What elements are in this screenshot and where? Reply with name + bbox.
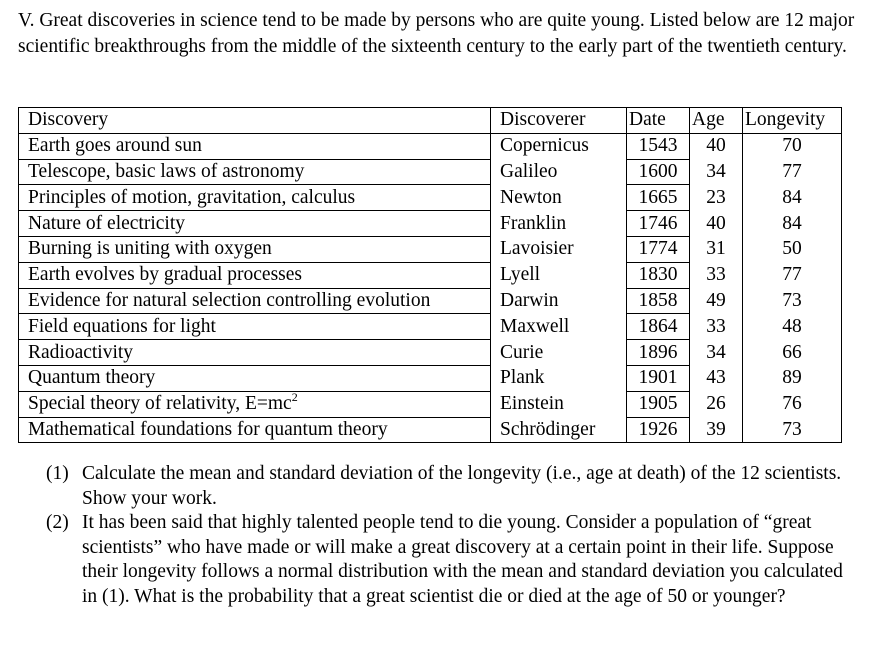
question-list — [46, 462, 846, 609]
cell-discovery: Quantum theory — [19, 365, 491, 391]
cell-age: 43 — [690, 365, 743, 391]
table-row — [19, 236, 842, 262]
cell-discovery: Field equations for light — [19, 314, 491, 340]
question-item — [46, 462, 846, 511]
cell-longevity: 77 — [743, 262, 842, 288]
cell-date: 1830 — [627, 262, 690, 288]
table-row — [19, 391, 842, 417]
cell-longevity: 77 — [743, 159, 842, 185]
cell-age: 26 — [690, 391, 743, 417]
cell-discovery: Evidence for natural selection controlling evolution — [19, 288, 491, 314]
cell-date: 1905 — [627, 391, 690, 417]
table-row — [19, 365, 842, 391]
cell-discoverer: Franklin — [491, 211, 627, 237]
table-row — [19, 211, 842, 237]
cell-date: 1746 — [627, 211, 690, 237]
superscript-exponent: 2 — [291, 390, 298, 405]
cell-age: 34 — [690, 159, 743, 185]
header-date: Date — [627, 108, 690, 134]
cell-discoverer: Lyell — [491, 262, 627, 288]
header-longevity: Longevity — [743, 108, 842, 134]
cell-discovery: Burning is uniting with oxygen — [19, 236, 491, 262]
table-row — [19, 262, 842, 288]
cell-date: 1858 — [627, 288, 690, 314]
cell-date: 1600 — [627, 159, 690, 185]
cell-longevity: 70 — [743, 133, 842, 159]
cell-discovery — [19, 391, 491, 417]
question-number: (2) — [46, 512, 69, 533]
cell-discovery: Earth evolves by gradual processes — [19, 262, 491, 288]
cell-date: 1901 — [627, 365, 690, 391]
intro-paragraph: V. Great discoveries in science tend to be made by persons who are quite young. Listed below are 12 major scientific breakthroughs from the middle of the sixteenth century to the early part of the twentieth century. — [18, 10, 855, 57]
cell-age: 34 — [690, 340, 743, 366]
cell-discovery: Principles of motion, gravitation, calculus — [19, 185, 491, 211]
table-row — [19, 133, 842, 159]
cell-discovery: Radioactivity — [19, 340, 491, 366]
cell-age: 33 — [690, 262, 743, 288]
discoveries-table — [18, 107, 842, 443]
cell-discovery: Earth goes around sun — [19, 133, 491, 159]
cell-longevity: 73 — [743, 417, 842, 443]
cell-age: 31 — [690, 236, 743, 262]
cell-discoverer: Schrödinger — [491, 417, 627, 443]
question-item — [46, 511, 846, 609]
cell-longevity: 84 — [743, 211, 842, 237]
cell-longevity: 89 — [743, 365, 842, 391]
cell-age: 33 — [690, 314, 743, 340]
cell-longevity: 50 — [743, 236, 842, 262]
cell-date: 1774 — [627, 236, 690, 262]
cell-discoverer: Copernicus — [491, 133, 627, 159]
cell-discoverer: Maxwell — [491, 314, 627, 340]
table-row — [19, 185, 842, 211]
cell-age: 23 — [690, 185, 743, 211]
cell-discovery-text: Special theory of relativity, E=mc — [28, 393, 292, 415]
table-row — [19, 417, 842, 443]
table-header-row — [19, 108, 842, 134]
cell-discovery: Nature of electricity — [19, 211, 491, 237]
cell-age: 40 — [690, 211, 743, 237]
cell-longevity: 66 — [743, 340, 842, 366]
question-number: (1) — [46, 463, 69, 484]
cell-discoverer: Newton — [491, 185, 627, 211]
cell-age: 49 — [690, 288, 743, 314]
cell-longevity: 48 — [743, 314, 842, 340]
cell-age: 40 — [690, 133, 743, 159]
cell-date: 1665 — [627, 185, 690, 211]
cell-date: 1864 — [627, 314, 690, 340]
header-age: Age — [690, 108, 743, 134]
table-row — [19, 340, 842, 366]
header-discoverer: Discoverer — [491, 108, 627, 134]
cell-longevity: 73 — [743, 288, 842, 314]
cell-discoverer: Darwin — [491, 288, 627, 314]
question-text: Calculate the mean and standard deviation of the longevity (i.e., age at death) of the 12 scientists. Show your work. — [82, 463, 842, 509]
cell-date: 1926 — [627, 417, 690, 443]
cell-discoverer: Galileo — [491, 159, 627, 185]
cell-date: 1543 — [627, 133, 690, 159]
cell-discoverer: Plank — [491, 365, 627, 391]
question-text: It has been said that highly talented people tend to die young. Consider a population of “great scientists” who have made or will make a great discovery at a certain point in their life. Suppose their longevity follows a normal distribution with the mean and standard deviation you calculated in (1). What is the probability that a great scientist die or died at the age of 50 or younger? — [82, 512, 843, 607]
table-row — [19, 314, 842, 340]
cell-longevity: 76 — [743, 391, 842, 417]
cell-date: 1896 — [627, 340, 690, 366]
cell-discoverer: Lavoisier — [491, 236, 627, 262]
table-row — [19, 288, 842, 314]
cell-discoverer: Curie — [491, 340, 627, 366]
cell-discoverer: Einstein — [491, 391, 627, 417]
cell-discovery: Mathematical foundations for quantum theory — [19, 417, 491, 443]
cell-longevity: 84 — [743, 185, 842, 211]
cell-discovery: Telescope, basic laws of astronomy — [19, 159, 491, 185]
table-row — [19, 159, 842, 185]
header-discovery: Discovery — [19, 108, 491, 134]
cell-age: 39 — [690, 417, 743, 443]
